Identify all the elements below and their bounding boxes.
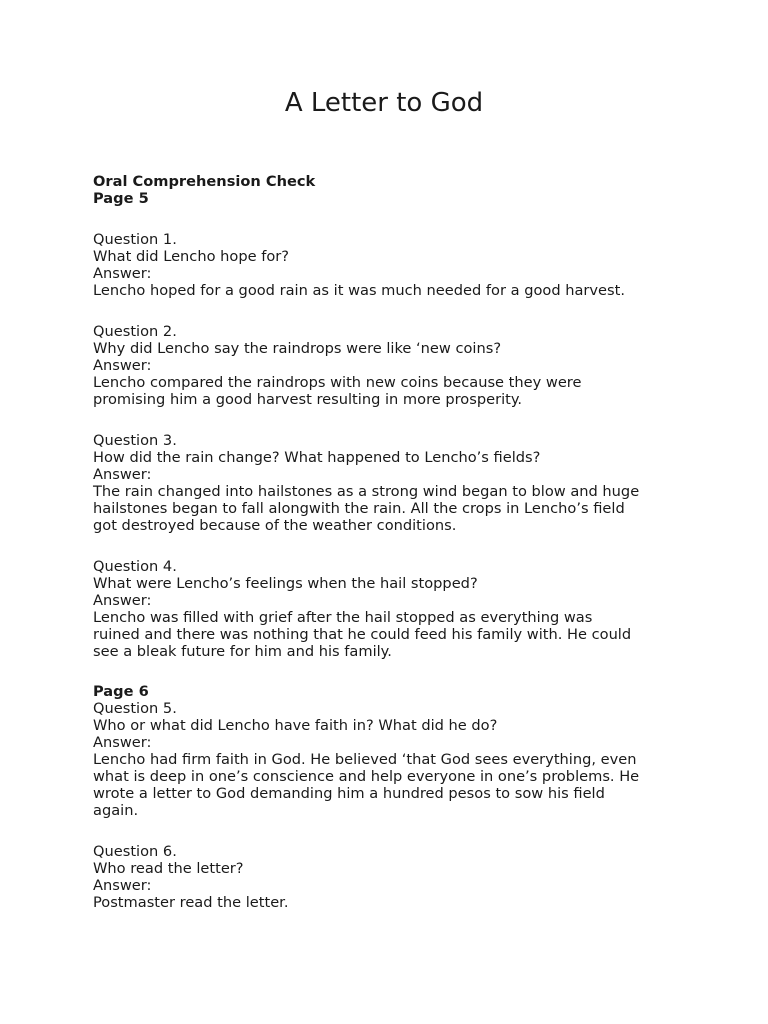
question-number: Question 3. <box>93 432 177 449</box>
answer-line: Lencho had firm faith in God. He believed ‘that God sees everything, even <box>93 751 637 768</box>
answer-label: Answer: <box>93 877 152 894</box>
answer-label: Answer: <box>93 466 152 483</box>
question-text: Who or what did Lencho have faith in? What did he do? <box>93 717 498 734</box>
answer-label: Answer: <box>93 734 152 751</box>
question-block-1 <box>93 231 693 299</box>
answer-line: Postmaster read the letter. <box>93 894 289 911</box>
answer-line: hailstones began to fall alongwith the rain. All the crops in Lencho’s field <box>93 500 625 517</box>
question-number: Question 2. <box>93 323 177 340</box>
document-body <box>93 173 693 935</box>
answer-line: see a bleak future for him and his family. <box>93 643 392 660</box>
question-block-2 <box>93 323 693 408</box>
answer-line: Lencho compared the raindrops with new coins because they were <box>93 374 582 391</box>
answer-line: got destroyed because of the weather conditions. <box>93 517 457 534</box>
question-text: Who read the letter? <box>93 860 244 877</box>
question-number: Question 1. <box>93 231 177 248</box>
question-number: Question 6. <box>93 843 177 860</box>
question-block-3 <box>93 432 693 534</box>
answer-line: what is deep in one’s conscience and help everyone in one’s problems. He <box>93 768 640 785</box>
answer-line: again. <box>93 802 139 819</box>
question-block-5 <box>93 683 693 819</box>
question-number: Question 5. <box>93 700 177 717</box>
page-6-label: Page 6 <box>93 683 149 700</box>
section-heading: Oral Comprehension Check <box>93 173 316 190</box>
answer-line: wrote a letter to God demanding him a hundred pesos to sow his field <box>93 785 605 802</box>
question-block-6 <box>93 843 693 911</box>
answer-line: promising him a good harvest resulting in more prosperity. <box>93 391 523 408</box>
question-text: How did the rain change? What happened to Lencho’s fields? <box>93 449 541 466</box>
answer-label: Answer: <box>93 357 152 374</box>
question-text: What were Lencho’s feelings when the hail stopped? <box>93 575 478 592</box>
question-block-4 <box>93 558 693 660</box>
spacer <box>93 207 693 231</box>
question-text: What did Lencho hope for? <box>93 248 290 265</box>
answer-line: Lencho was filled with grief after the hail stopped as everything was <box>93 609 593 626</box>
answer-line: ruined and there was nothing that he could feed his family with. He could <box>93 626 632 643</box>
question-number: Question 4. <box>93 558 177 575</box>
document-title: A Letter to God <box>284 88 484 118</box>
page-5-label: Page 5 <box>93 190 149 207</box>
answer-line: The rain changed into hailstones as a strong wind began to blow and huge <box>93 483 640 500</box>
answer-label: Answer: <box>93 265 152 282</box>
question-text: Why did Lencho say the raindrops were like ‘new coins? <box>93 340 502 357</box>
answer-line: Lencho hoped for a good rain as it was much needed for a good harvest. <box>93 282 625 299</box>
answer-label: Answer: <box>93 592 152 609</box>
